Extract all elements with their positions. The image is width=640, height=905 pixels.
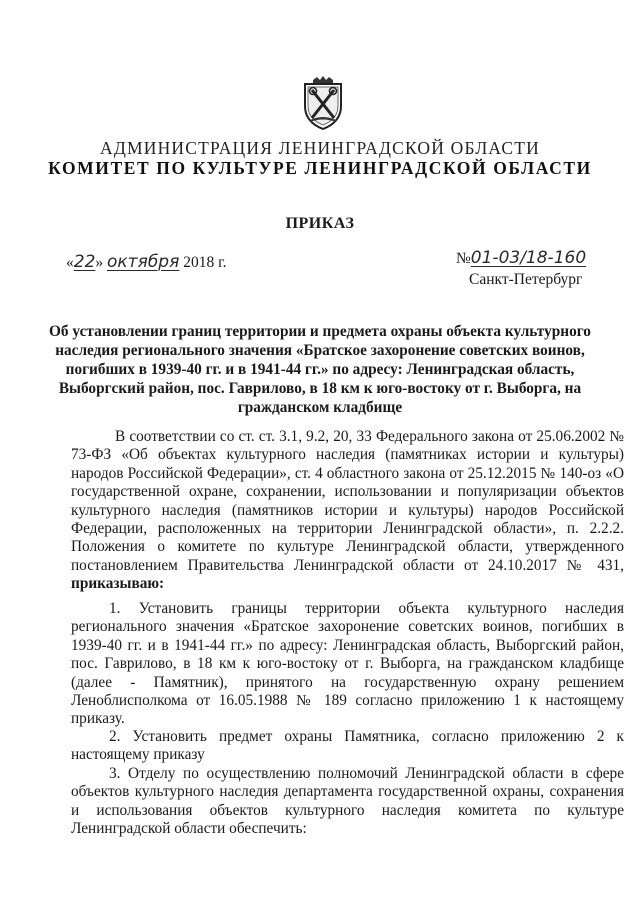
order-heading: Об установлении границ территории и предмета охраны объекта культурного наследия регионального значения «Братское захоронение советских воинов, погибших в 1939-40 гг. и в 1941-44 гг.» по адресу: Ленинградская область, Выборгский район, пос. Гаврилово, в 18 км к юго-востоку от г. Выборга, на гражданском кладбище — [49, 323, 591, 416]
preamble-text: В соответствии со ст. ст. 3.1, 9.2, 20, 33 Федерального закона от 25.06.2002 № 73-ФЗ «Об объектах культурного наследия (памятниках истории и культуры) народов Российской Федерации», ст. 4 областного закона от 25.12.2015 № 140-оз «О государственной охране, сохранении, использовании и популяризации объектов культурного наследия (памятников истории и культуры) народов Российской Федерации, расположенных на территории Ленинградской области», п. 2.2.2. Положения о комитете по культуре Ленинградской области, утвержденного постановлением Правительства Ленинградской области от 24.10.2017 № 431, — [71, 428, 624, 574]
order-item-3: 3. Отделу по осуществлению полномочий Ленинградской области в сфере объектов культурного наследия департамента государственной охраны, сохранения и использования объектов культурного наследия комитета по культуре Ленинградской области обеспечить: — [71, 765, 624, 838]
order-word: приказываю: — [71, 575, 165, 593]
number-prefix: № — [456, 250, 471, 267]
document-city: Санкт-Петербург — [469, 271, 583, 288]
date-open-quote: « — [66, 254, 74, 271]
document-date — [66, 252, 227, 272]
date-year: 2018 г. — [183, 254, 227, 271]
date-day-handwritten: 22 — [73, 252, 96, 272]
document-number — [456, 248, 586, 268]
date-close-quote: » — [95, 254, 104, 271]
committee-name: КОМИТЕТ ПО КУЛЬТУРЕ ЛЕНИНГРАДСКОЙ ОБЛАСТИ — [48, 158, 592, 178]
organization-name: АДМИНИСТРАЦИЯ ЛЕНИНГРАДСКОЙ ОБЛАСТИ — [100, 138, 540, 158]
order-item-2: 2. Установить предмет охраны Памятника, согласно приложению 2 к настоящему приказу — [71, 728, 624, 764]
coat-of-arms-emblem — [300, 76, 346, 132]
document-type-title: ПРИКАЗ — [285, 215, 355, 232]
preamble-paragraph — [71, 428, 624, 594]
number-value-handwritten: 01-03/18-160 — [470, 248, 587, 268]
order-item-1: 1. Установить границы территории объекта культурного наследия регионального значения «Братское захоронение советских воинов, погибших в 1939-40 гг. и в 1941-44 гг.» по адресу: Ленинградская область, Выборгский район, пос. Гаврилово, в 18 км к юго-востоку от г. Выборга, на гражданском кладбище (далее - Памятник), принятого на государственную охрану решением Леноблисполкома от 16.05.1988 № 189 согласно приложению 1 к настоящему приказу. — [71, 600, 624, 728]
date-month-handwritten: октября — [107, 252, 180, 272]
